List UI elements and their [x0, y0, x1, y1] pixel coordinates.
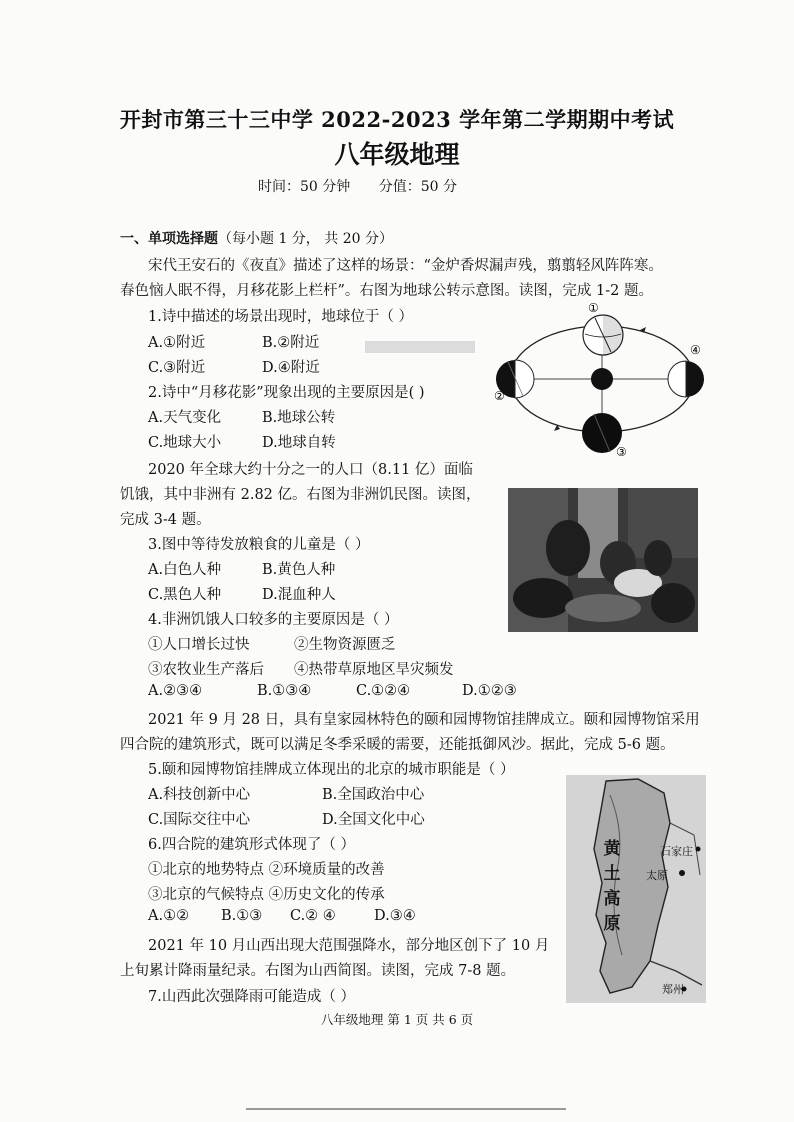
q1-option-d: D.④附近 — [262, 360, 320, 376]
q6-statements-34: ③北京的气候特点 ④历史文化的传承 — [148, 887, 385, 903]
q5-option-b: B.全国政治中心 — [322, 787, 425, 803]
exam-title: 开封市第三十三中学 2022-2023 学年第二学期期中考试 — [119, 107, 675, 132]
intro2-line1: 2020 年全球大约十分之一的人口（8.11 亿）面临 — [148, 462, 473, 478]
q2-option-b: B.地球公转 — [262, 410, 336, 426]
scan-smudge — [365, 341, 475, 353]
orbit-label-2: ② — [494, 389, 505, 403]
intro2-line3: 完成 3-4 题。 — [120, 512, 211, 528]
intro3-line1: 2021 年 9 月 28 日，具有皇家园林特色的颐和园博物馆挂牌成立。颐和园博物馆采用 — [148, 712, 700, 728]
q4-option-b: B.①③④ — [257, 683, 312, 699]
intro3-line2: 四合院的建筑形式，既可以满足冬季采暖的需要，还能抵御风沙。据此，完成 5-6 题。 — [120, 737, 675, 753]
section-title: 一、单项选择题 — [120, 231, 218, 247]
orbit-label-1: ① — [588, 301, 599, 315]
q7-stem: 7.山西此次强降雨可能造成（ ） — [148, 989, 355, 1005]
q4-statement-4: ④热带草原地区旱灾频发 — [294, 662, 454, 678]
q3-option-b: B.黄色人种 — [262, 562, 336, 578]
section-note: （每小题 1 分， 共 20 分） — [218, 231, 393, 247]
scan-edge-line — [246, 1108, 566, 1110]
map-label-loess-plateau: 黄 土 高 原 — [603, 839, 621, 934]
q4-option-d: D.①②③ — [462, 683, 517, 699]
orbit-label-4: ④ — [690, 343, 701, 357]
intro4-line2: 上旬累计降雨量纪录。右图为山西简图。读图，完成 7-8 题。 — [120, 963, 516, 979]
q6-option-a: A.①② — [148, 908, 190, 924]
shanxi-map — [566, 775, 706, 1003]
exam-score: 分值：50 分 — [378, 179, 457, 195]
q1-option-c: C.③附近 — [148, 360, 206, 376]
q1-stem: 1.诗中描述的场景出现时，地球位于（ ） — [148, 309, 413, 325]
q3-option-c: C.黑色人种 — [148, 587, 222, 603]
q6-stem: 6.四合院的建筑形式体现了（ ） — [148, 837, 355, 853]
q6-option-c: C.② ④ — [290, 908, 336, 924]
q4-option-c: C.①②④ — [356, 683, 411, 699]
q6-statements-12: ①北京的地势特点 ②环境质量的改善 — [148, 862, 385, 878]
exam-meta — [258, 176, 481, 196]
section-heading — [120, 228, 393, 248]
orbit-label-3: ③ — [616, 445, 627, 459]
intro4-line1: 2021 年 10 月山西出现大范围强降水，部分地区创下了 10 月 — [148, 938, 550, 954]
map-label-zhengzhou: 郑州 — [662, 983, 684, 996]
q5-option-c: C.国际交往中心 — [148, 812, 251, 828]
q2-stem: 2.诗中“月移花影”现象出现的主要原因是( ) — [148, 385, 425, 401]
q1-option-b: B.②附近 — [262, 335, 320, 351]
page-footer: 八年级地理 第 1 页 共 6 页 — [320, 1012, 474, 1027]
earth-orbit-diagram — [490, 296, 714, 462]
q5-stem: 5.颐和园博物馆挂牌成立体现出的北京的城市职能是（ ） — [148, 762, 515, 778]
intro1-line1: 宋代王安石的《夜直》描述了这样的场景：“金炉香烬漏声残，翦翦轻风阵阵寒。 — [148, 258, 663, 274]
q6-option-d: D.③④ — [374, 908, 416, 924]
q2-option-a: A.天气变化 — [148, 410, 222, 426]
q4-stem: 4.非洲饥饿人口较多的主要原因是（ ） — [148, 612, 399, 628]
exam-subject: 八年级地理 — [334, 140, 460, 169]
q5-option-a: A.科技创新中心 — [148, 787, 251, 803]
exam-time: 时间：50 分钟 — [258, 179, 351, 195]
africa-hunger-photo — [508, 488, 698, 632]
q4-statement-1: ①人口增长过快 — [148, 637, 250, 653]
q2-option-d: D.地球自转 — [262, 435, 336, 451]
map-label-taiyuan: 太原 — [646, 869, 668, 882]
q2-option-c: C.地球大小 — [148, 435, 222, 451]
q1-option-a: A.①附近 — [148, 335, 206, 351]
q3-option-d: D.混血种人 — [262, 587, 336, 603]
q4-statement-2: ②生物资源匮乏 — [294, 637, 396, 653]
map-label-shijiazhuang: 石家庄 — [660, 845, 693, 858]
intro2-line2: 饥饿，其中非洲有 2.82 亿。右图为非洲饥民图。读图， — [120, 487, 481, 503]
q6-option-b: B.①③ — [221, 908, 263, 924]
earth-position-4 — [668, 361, 704, 397]
q4-option-a: A.②③④ — [148, 683, 203, 699]
intro1-line2: 春色恼人眠不得，月移花影上栏杆”。右图为地球公转示意图。读图，完成 1-2 题。 — [120, 283, 653, 299]
earth-position-1 — [583, 315, 623, 355]
q5-option-d: D.全国文化中心 — [322, 812, 425, 828]
q3-option-a: A.白色人种 — [148, 562, 222, 578]
sun-icon — [591, 368, 613, 390]
q3-stem: 3.图中等待发放粮食的儿童是（ ） — [148, 537, 370, 553]
q4-statement-3: ③农牧业生产落后 — [148, 662, 264, 678]
